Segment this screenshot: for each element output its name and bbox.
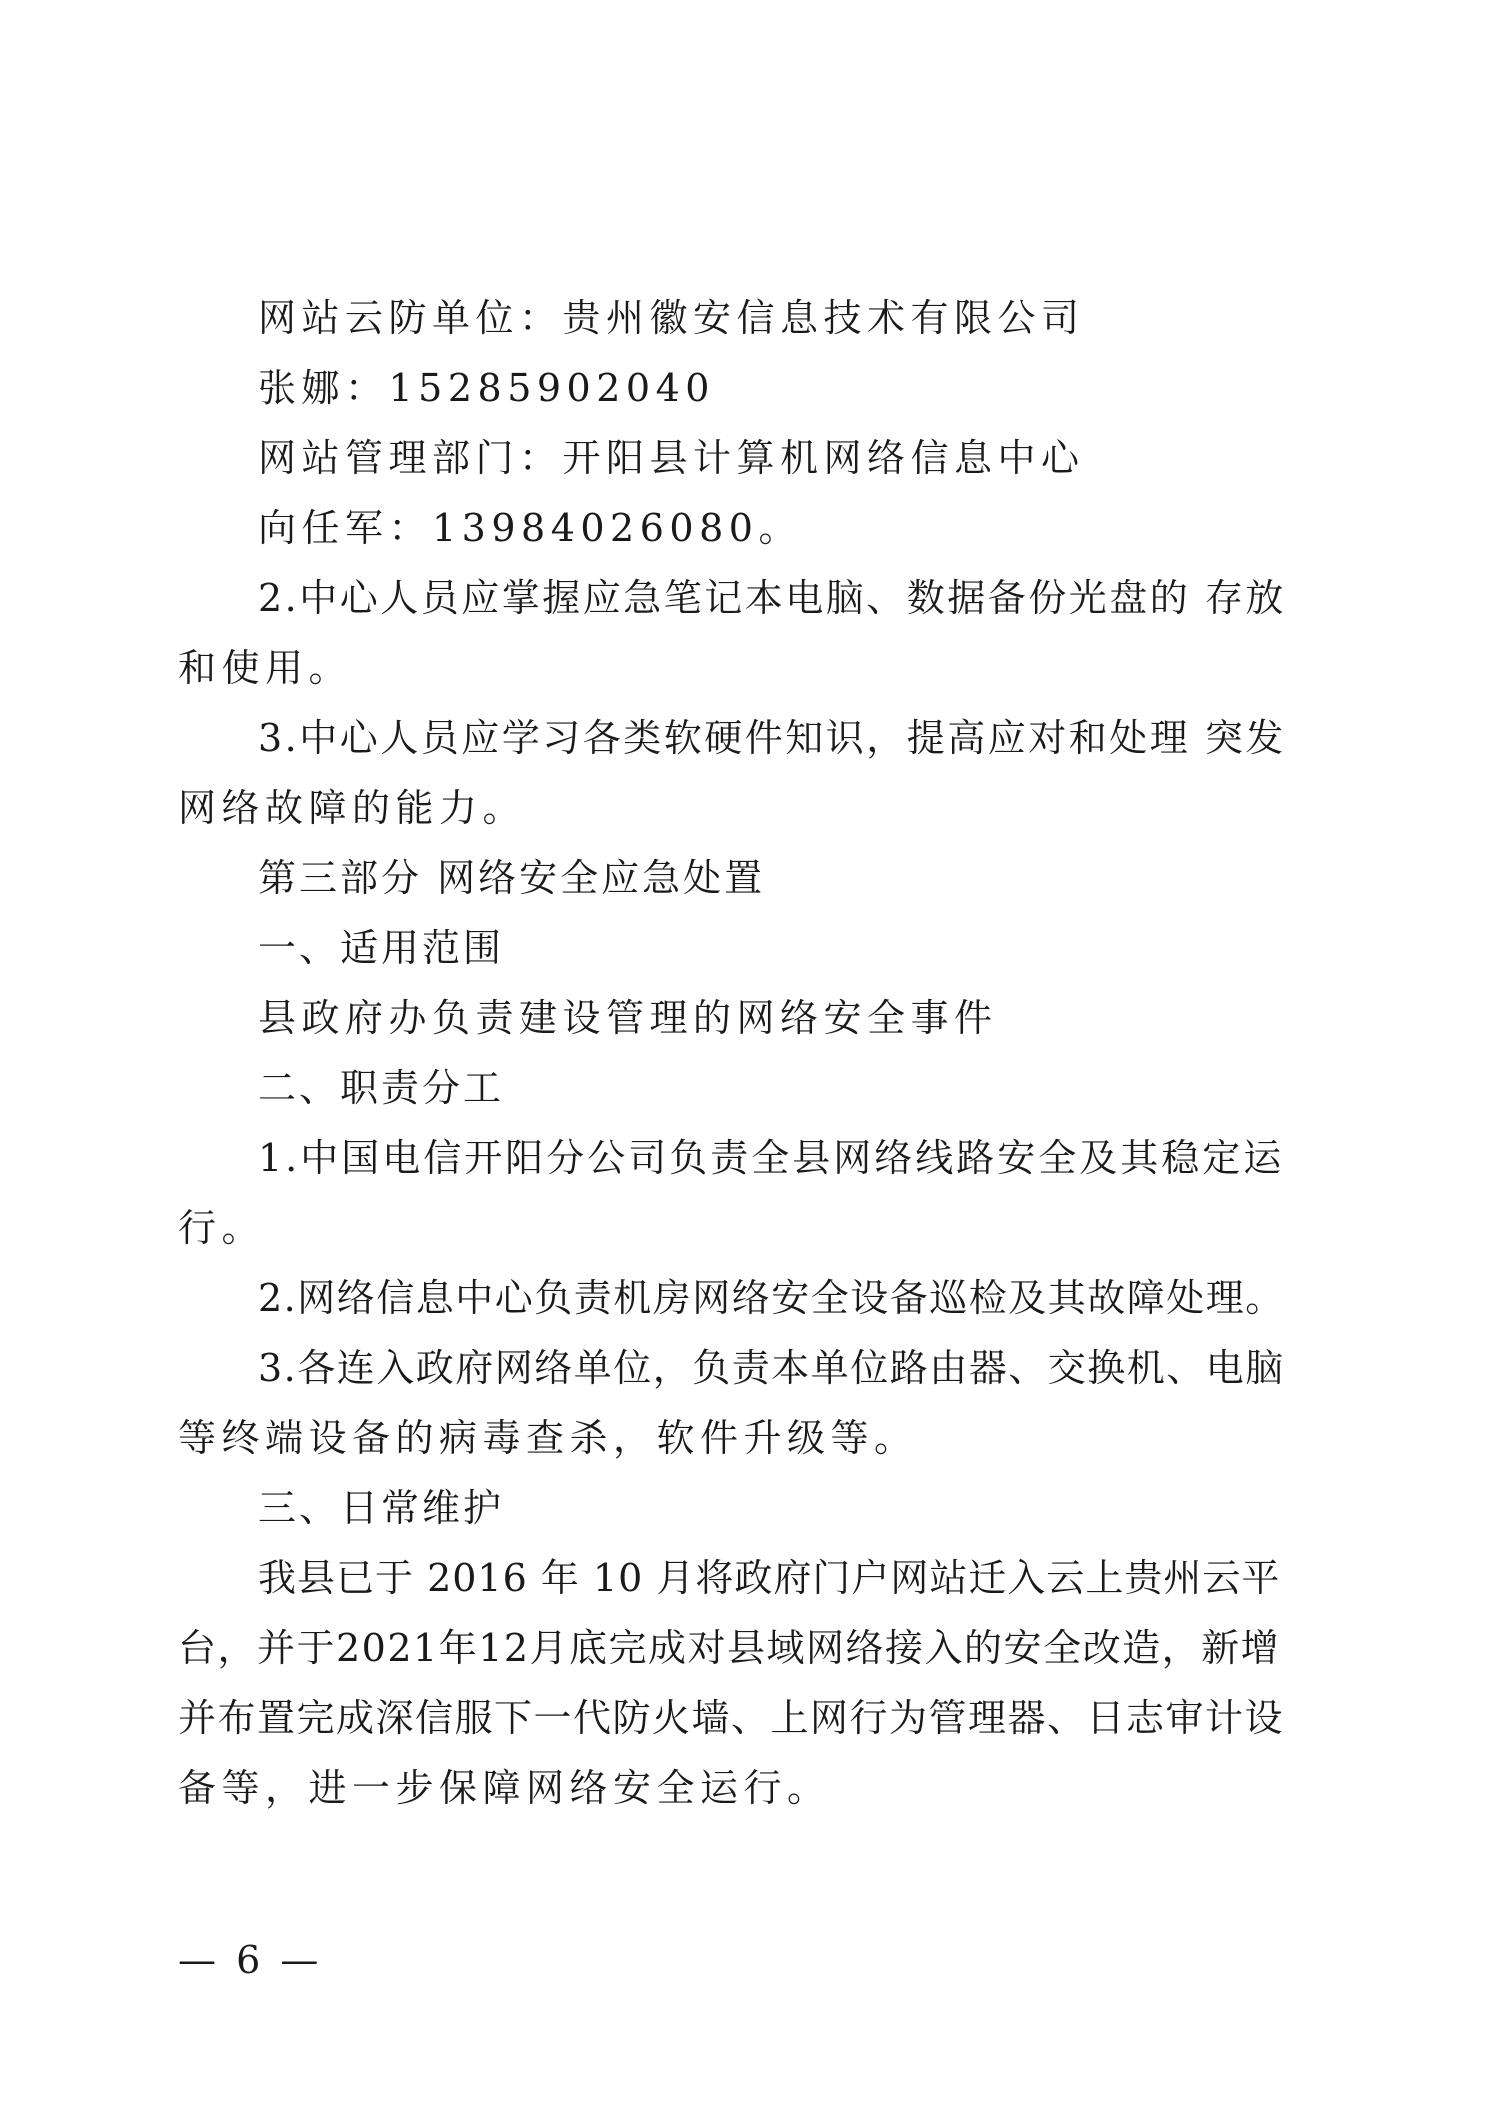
text-line: 网络故障的能力。 [178,786,527,830]
text-line: 行。 [178,1206,266,1250]
text-line: 1.中国电信开阳分公司负责全县网络线路安全及其稳定运 [258,1136,1285,1180]
text-line: 和使用。 [178,646,353,690]
document-body [178,283,1293,1823]
text-line: 3.各连入政府网络单位，负责本单位路由器、交换机、电脑 [258,1346,1285,1390]
section-heading: 第三部分 网络安全应急处置 [258,856,766,900]
text-line: 网站管理部门：开阳县计算机网络信息中心 [258,436,1085,480]
text-line: 张娜：15285902040 [258,366,715,410]
text-line: 我县已于 2016 年 10 月将政府门户网站迁入云上贵州云平 [258,1556,1281,1600]
text-line: 2.网络信息中心负责机房网络安全设备巡检及其故障处理。 [258,1276,1285,1320]
text-line: 县政府办负责建设管理的网络安全事件 [258,996,998,1040]
text-line: 网站云防单位：贵州徽安信息技术有限公司 [258,296,1085,340]
page-number: — 6 — [178,1938,323,1982]
text-line: 并布置完成深信服下一代防火墙、上网行为管理器、日志审计设 [178,1696,1285,1740]
section-heading: 二、职责分工 [258,1066,505,1110]
text-line: 3.中心人员应学习各类软硬件知识，提高应对和处理 突发 [258,716,1286,760]
section-heading: 一、适用范围 [258,926,505,970]
text-line: 等终端设备的病毒查杀，软件升级等。 [178,1416,918,1460]
text-line: 2.中心人员应掌握应急笔记本电脑、数据备份光盘的 存放 [258,576,1286,620]
text-line: 向任军：13984026080。 [258,506,802,550]
text-line: 备等，进一步保障网络安全运行。 [178,1766,831,1810]
section-heading: 三、日常维护 [258,1486,505,1530]
text-line: 台，并于2021年12月底完成对县域网络接入的安全改造，新增 [178,1626,1281,1670]
